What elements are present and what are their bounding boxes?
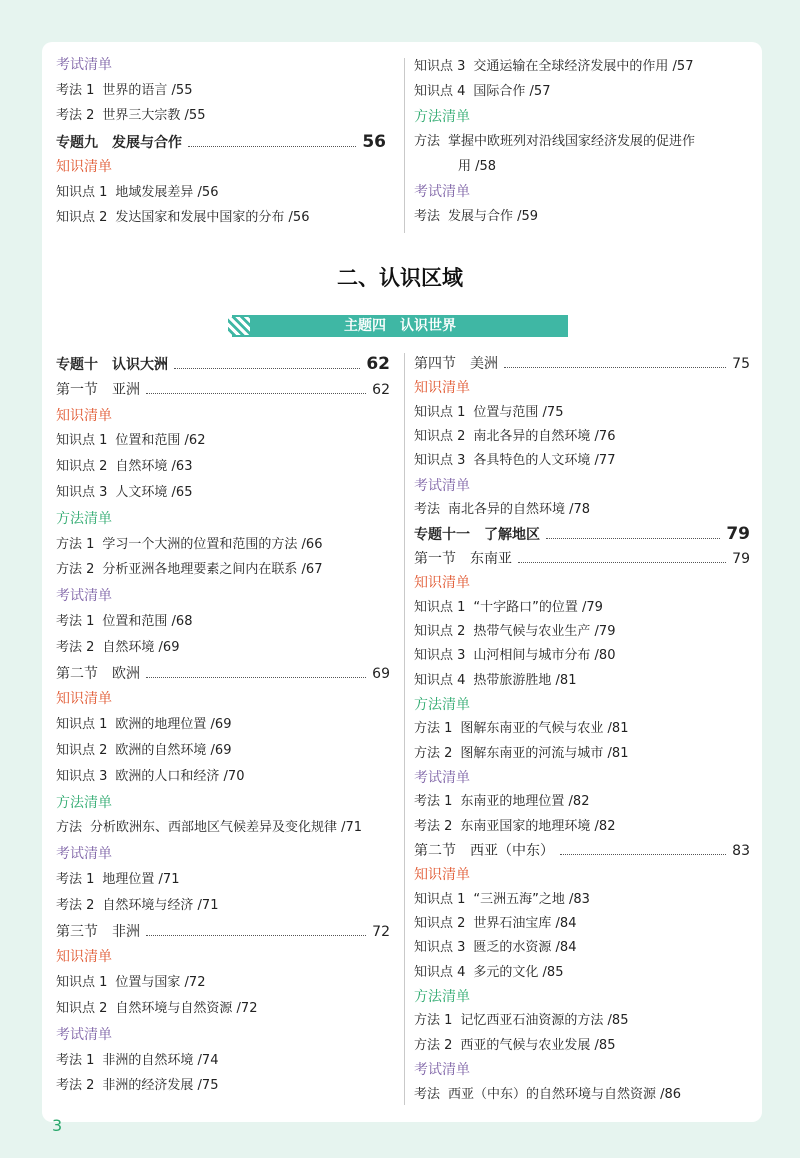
toc-item: [414, 1086, 750, 1104]
item-title: 分析欧洲东、西部地区气候差异及变化规律 /71: [90, 820, 363, 836]
banner-decoration: [228, 317, 250, 335]
heading-page: 62: [366, 354, 390, 374]
leader-dots: [546, 528, 720, 539]
item-key: 考法 2: [56, 639, 95, 655]
heading-title: 第一节 亚洲: [56, 381, 140, 398]
heading-title: 专题十 认识大洲: [56, 357, 168, 373]
toc-item: [414, 1037, 750, 1055]
leader-dots: [146, 383, 366, 394]
heading-page: 62: [372, 381, 390, 398]
item-title: 自然环境 /63: [115, 459, 193, 475]
toc-item: [56, 184, 386, 202]
item-key: 知识点 4: [414, 672, 466, 688]
item-key: 考法 2: [56, 897, 95, 913]
toc-item: [414, 745, 750, 763]
toc-item: [414, 133, 750, 151]
heading-page: 69: [372, 665, 390, 682]
leader-dots: [518, 552, 726, 563]
item-title: “三洲五海”之地 /83: [473, 891, 590, 907]
item-key: 知识点 1: [414, 891, 466, 907]
item-title: 位置和范围 /68: [102, 614, 193, 629]
item-title: 东南亚的地理位置 /82: [460, 794, 590, 810]
item-key: 知识点 1: [56, 975, 108, 991]
list-subheading: 方法清单: [56, 794, 112, 811]
toc-item: [414, 623, 750, 641]
item-key: 考法: [414, 209, 441, 224]
toc-item: [414, 58, 750, 76]
list-subheading: 知识清单: [56, 691, 112, 708]
item-key: 考法 2: [414, 818, 453, 834]
heading-page: 79: [726, 524, 750, 545]
heading-page: 75: [732, 356, 750, 372]
item-title: 多元的文化 /85: [473, 964, 564, 980]
toc-item: [414, 793, 750, 811]
toc-item: [414, 964, 750, 982]
toc-item: [414, 404, 750, 422]
leader-dots: [146, 667, 366, 678]
topic-heading: [414, 525, 750, 544]
toc-item: [56, 1052, 390, 1070]
toc-item: [414, 891, 750, 909]
heading-page: 72: [372, 923, 390, 940]
item-key: 知识点 1: [56, 184, 108, 200]
item-title: 热带旅游胜地 /81: [473, 672, 577, 688]
item-key: 知识点 4: [414, 84, 466, 99]
list-subheading: 考试清单: [56, 846, 112, 863]
item-key: 知识点 3: [414, 648, 466, 664]
item-title: 世界三大宗教 /55: [102, 108, 206, 123]
item-title: 记忆西亚石油资源的方法 /85: [460, 1013, 629, 1029]
list-subheading: 方法清单: [414, 696, 470, 713]
toc-item: [56, 107, 386, 125]
list-subheading: 知识清单: [56, 407, 112, 424]
toc-item: [56, 82, 386, 100]
item-title: 世界的语言 /55: [102, 82, 193, 98]
item-key: 知识点 3: [414, 940, 466, 956]
toc-item: [56, 897, 390, 915]
heading-title: 第二节 西亚（中东）: [414, 843, 554, 859]
item-title: 自然环境与经济 /71: [102, 897, 219, 913]
item-title: 国际合作 /57: [473, 84, 551, 99]
list-subheading: 方法清单: [414, 989, 470, 1006]
heading-page: 83: [732, 843, 750, 859]
list-subheading: 考试清单: [56, 588, 112, 605]
item-key: 考法 1: [56, 614, 95, 629]
item-title: 地理位置 /71: [102, 872, 180, 887]
item-title: 匮乏的水资源 /84: [473, 940, 577, 956]
list-subheading: 方法清单: [414, 109, 470, 125]
item-title: 人文环境 /65: [115, 485, 193, 500]
item-key: 考法 1: [56, 872, 95, 887]
item-title: 欧洲的人口和经济 /70: [115, 768, 245, 784]
toc-item: [414, 208, 750, 226]
item-title: 西亚的气候与农业发展 /85: [460, 1037, 616, 1053]
toc-item: [414, 672, 750, 690]
toc-item: [56, 209, 386, 227]
item-key: 知识点 2: [414, 916, 466, 932]
banner-title: 主题四 认识世界: [344, 318, 456, 334]
item-key: 知识点 1: [56, 717, 108, 733]
toc-item: [56, 613, 390, 631]
item-title: 图解东南亚的河流与城市 /81: [460, 745, 629, 761]
item-title: 南北各异的自然环境 /76: [473, 429, 616, 445]
item-key: 知识点 2: [56, 743, 108, 758]
item-title: 山河相间与城市分布 /80: [473, 648, 616, 664]
toc-item: [56, 871, 390, 889]
item-key: 方法 2: [414, 1037, 453, 1053]
item-title: 图解东南亚的气候与农业 /81: [460, 721, 629, 737]
toc-item-continuation: 用 /58: [458, 159, 497, 174]
section-heading: [56, 381, 390, 399]
item-key: 知识点 2: [56, 1001, 108, 1016]
heading-title: 专题十一 了解地区: [414, 527, 540, 544]
item-key: 知识点 2: [414, 429, 466, 445]
leader-dots: [560, 844, 726, 855]
list-subheading: 考试清单: [414, 769, 470, 786]
item-key: 考法: [414, 502, 441, 518]
item-key: 知识点 1: [56, 433, 108, 449]
item-title: 学习一个大洲的位置和范围的方法 /66: [102, 536, 323, 552]
leader-dots: [188, 136, 356, 147]
item-key: 知识点 3: [56, 485, 108, 500]
item-key: 方法 1: [414, 1013, 453, 1029]
item-key: 考法 1: [56, 82, 95, 98]
item-title: 位置与范围 /75: [473, 404, 564, 420]
topic-heading: [56, 355, 390, 374]
toc-item: [56, 1077, 390, 1095]
theme-banner: [232, 315, 568, 337]
heading-title: 专题九 发展与合作: [56, 134, 182, 151]
section-title: 二、认识区域: [337, 266, 463, 290]
item-title: 掌握中欧班列对沿线国家经济发展的促进作: [448, 134, 696, 149]
item-title: 自然环境与自然资源 /72: [115, 1001, 258, 1016]
item-key: 知识点 2: [56, 459, 108, 475]
toc-item: [56, 484, 390, 502]
item-title: 发达国家和发展中国家的分布 /56: [115, 210, 310, 225]
item-key: 知识点 3: [414, 453, 466, 469]
item-key: 知识点 1: [414, 404, 466, 420]
section-heading: [414, 355, 750, 373]
toc-item: [414, 501, 750, 519]
toc-item: [56, 768, 390, 786]
toc-item: [414, 818, 750, 836]
item-key: 方法: [414, 134, 441, 149]
item-title: 欧洲的地理位置 /69: [115, 717, 232, 733]
toc-item: [414, 720, 750, 738]
toc-item: [56, 742, 390, 760]
list-subheading: 考试清单: [414, 184, 470, 200]
toc-item: [56, 1000, 390, 1018]
item-title: 各具特色的人文环境 /77: [473, 453, 616, 469]
list-subheading: 知识清单: [414, 867, 470, 884]
section-heading: [414, 842, 750, 860]
item-title: 欧洲的自然环境 /69: [115, 743, 232, 758]
toc-item: [56, 561, 390, 579]
toc-item: [56, 458, 390, 476]
page-number: 3: [52, 1116, 63, 1135]
item-key: 方法 1: [414, 721, 453, 737]
item-key: 知识点 2: [414, 623, 466, 639]
list-subheading: 考试清单: [414, 477, 470, 494]
toc-item: [56, 819, 390, 837]
heading-title: 第一节 东南亚: [414, 550, 512, 567]
item-title: 交通运输在全球经济发展中的作用 /57: [473, 59, 694, 74]
list-subheading: 知识清单: [414, 380, 470, 397]
item-title: “十字路口”的位置 /79: [473, 599, 603, 615]
toc-item: [56, 974, 390, 992]
toc-item: [414, 599, 750, 617]
toc-item: [56, 536, 390, 554]
leader-dots: [146, 925, 366, 936]
item-key: 知识点 3: [414, 59, 466, 74]
item-key: 方法 1: [56, 536, 95, 552]
item-title: 热带气候与农业生产 /79: [473, 623, 616, 639]
item-title: 非洲的经济发展 /75: [102, 1078, 219, 1094]
toc-item: [414, 939, 750, 957]
item-title: 自然环境 /69: [102, 639, 180, 655]
item-title: 地域发展差异 /56: [115, 184, 219, 200]
heading-page: 79: [732, 550, 750, 567]
item-key: 考法 1: [56, 1052, 95, 1068]
item-key: 知识点 1: [414, 599, 466, 615]
item-key: 方法 2: [56, 562, 95, 578]
toc-item: [414, 83, 750, 101]
leader-dots: [504, 357, 726, 368]
toc-item: [414, 915, 750, 933]
item-title: 发展与合作 /59: [448, 209, 539, 224]
item-key: 方法: [56, 820, 83, 836]
item-key: 知识点 3: [56, 768, 108, 784]
toc-item: [414, 1012, 750, 1030]
leader-dots: [174, 358, 360, 369]
toc-item: [56, 716, 390, 734]
toc-item: [56, 432, 390, 450]
item-key: 考法 2: [56, 1078, 95, 1094]
heading-title: 第四节 美洲: [414, 356, 498, 372]
section-heading: [56, 923, 390, 941]
item-key: 考法 2: [56, 108, 95, 123]
item-title: 非洲的自然环境 /74: [102, 1052, 219, 1068]
heading-title: 第三节 非洲: [56, 923, 140, 940]
toc-item: [414, 647, 750, 665]
section-heading: [414, 550, 750, 568]
item-key: 知识点 2: [56, 210, 108, 225]
item-title: 南北各异的自然环境 /78: [448, 502, 591, 518]
list-subheading: 考试清单: [56, 57, 112, 73]
list-subheading: 考试清单: [56, 1026, 112, 1043]
topic-heading: [56, 133, 386, 152]
heading-title: 第二节 欧洲: [56, 665, 140, 682]
toc-item: [414, 428, 750, 446]
list-subheading: 考试清单: [414, 1062, 470, 1079]
item-key: 考法 1: [414, 794, 453, 810]
item-title: 位置与国家 /72: [115, 975, 206, 991]
item-title: 东南亚国家的地理环境 /82: [460, 818, 616, 834]
heading-page: 56: [362, 131, 386, 152]
list-subheading: 知识清单: [414, 575, 470, 592]
item-title: 世界石油宝库 /84: [473, 916, 577, 932]
toc-item: [414, 452, 750, 470]
item-key: 考法: [414, 1086, 441, 1102]
column-divider-bottom: [404, 353, 405, 1105]
list-subheading: 知识清单: [56, 159, 112, 175]
column-divider-top: [404, 58, 405, 233]
item-title: 分析亚洲各地理要素之间内在联系 /67: [102, 562, 323, 578]
toc-item: [56, 639, 390, 657]
list-subheading: 方法清单: [56, 510, 112, 527]
list-subheading: 知识清单: [56, 949, 112, 966]
section-heading: [56, 665, 390, 683]
item-key: 方法 2: [414, 745, 453, 761]
item-title: 西亚（中东）的自然环境与自然资源 /86: [448, 1086, 682, 1102]
item-key: 知识点 4: [414, 964, 466, 980]
item-title: 位置和范围 /62: [115, 433, 206, 449]
